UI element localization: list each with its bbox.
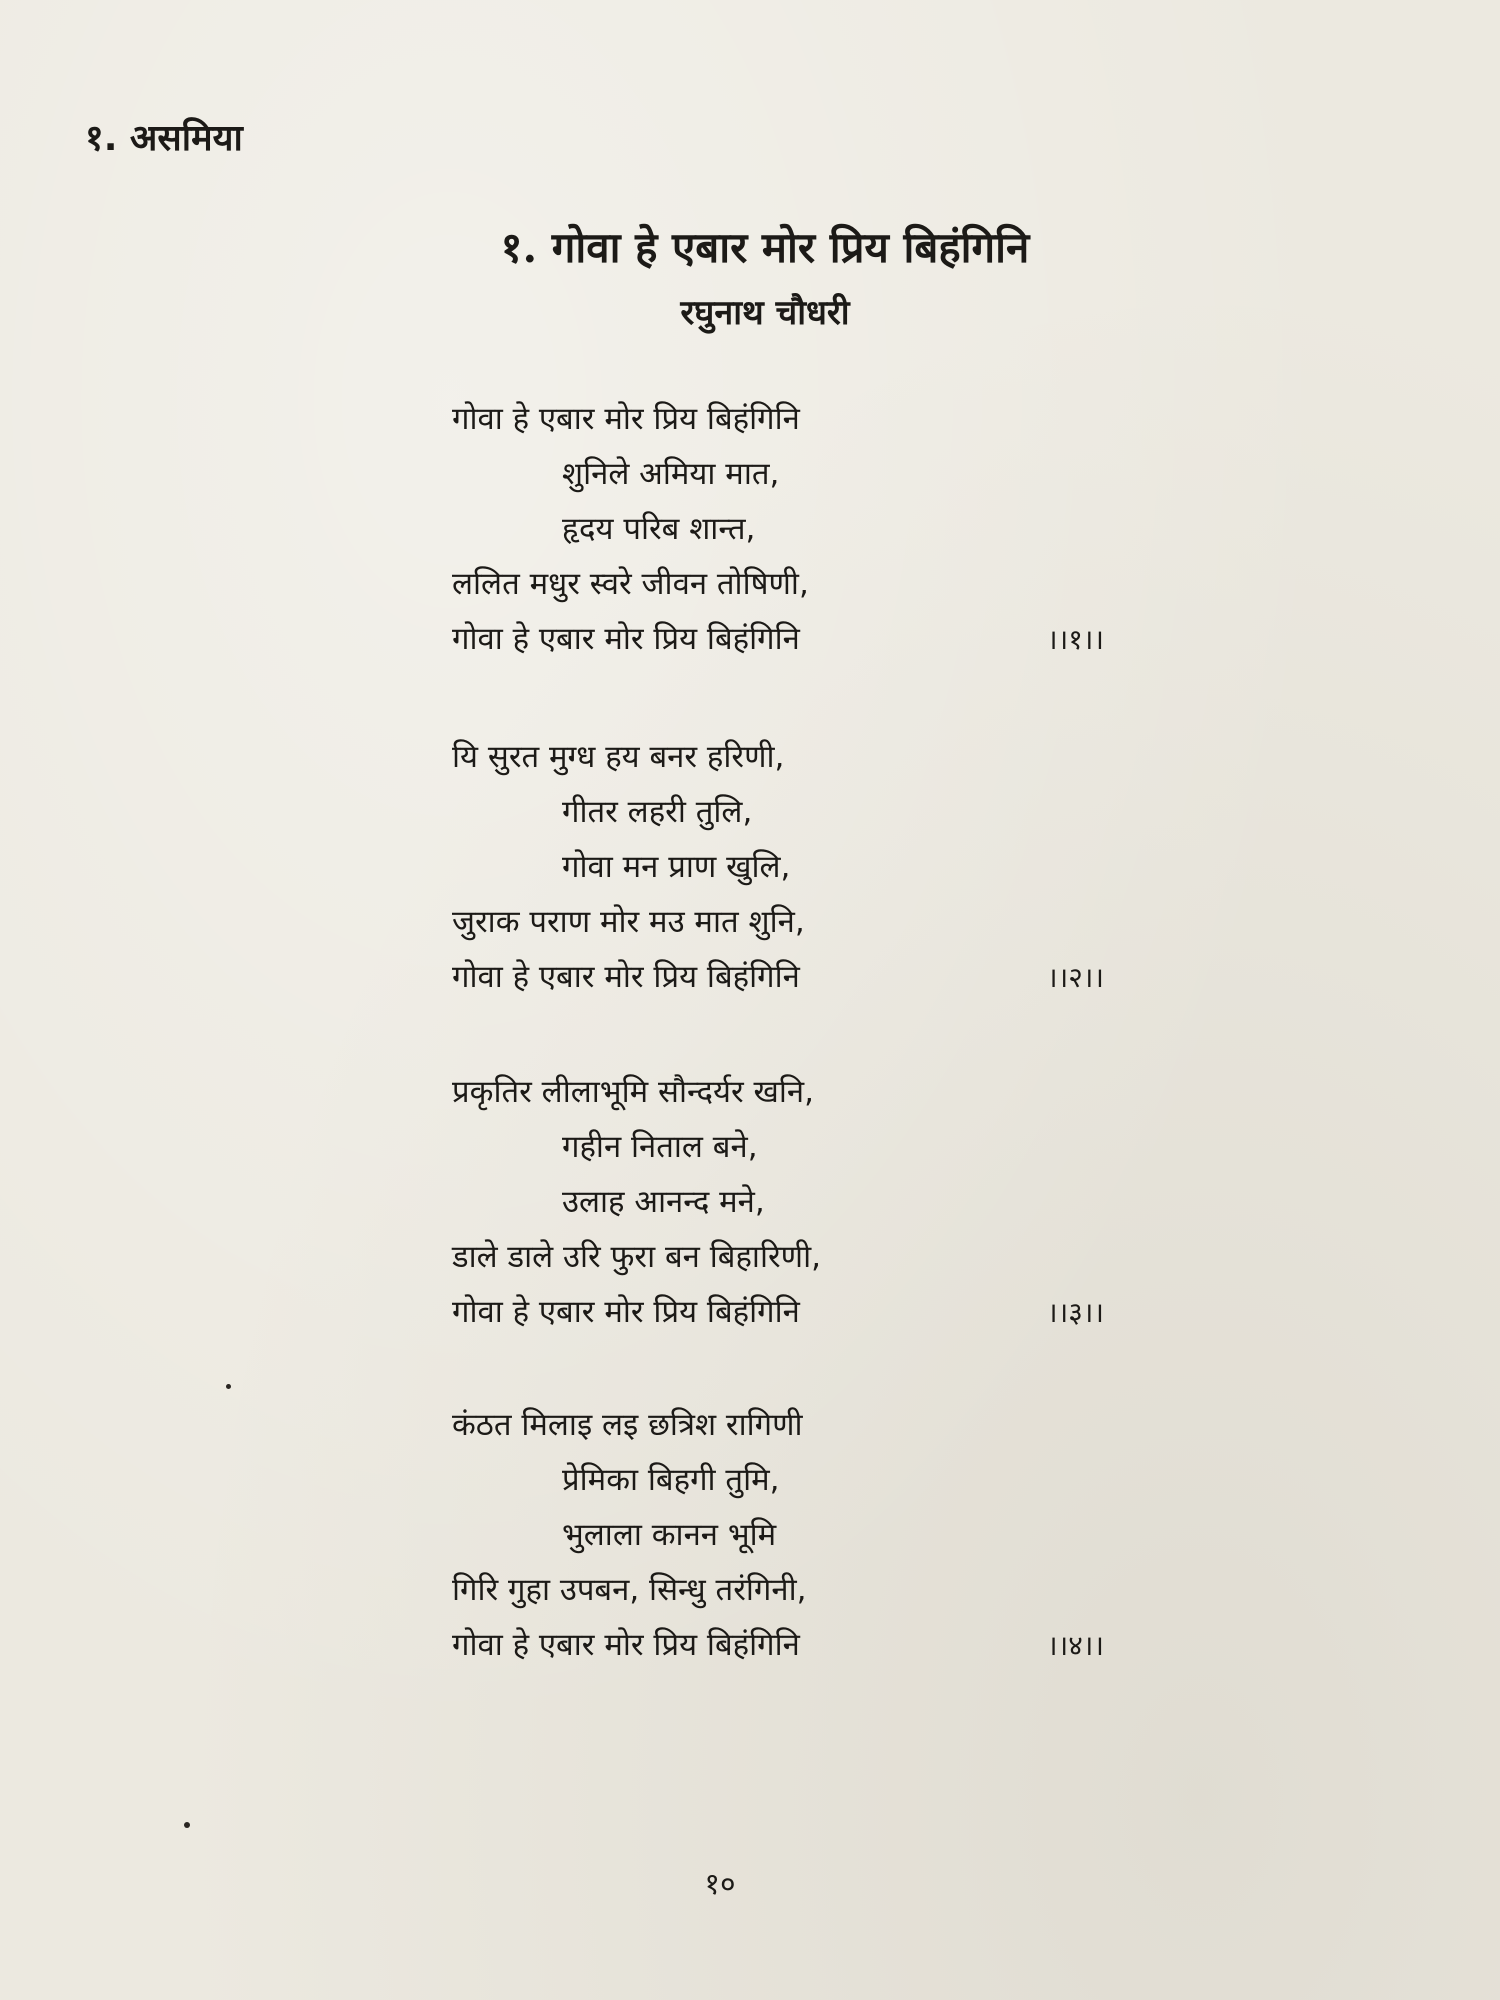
stanza-number: ।।२।। <box>1047 961 1105 994</box>
verse-line: हृदय परिब शान्त, <box>562 511 756 547</box>
stanza-2 <box>452 730 1152 1005</box>
verse-line-text: गोवा हे एबार मोर प्रिय बिहंगिनि <box>452 1627 800 1663</box>
poem-title: १. गोवा हे एबार मोर प्रिय बिहंगिनि <box>500 223 1030 272</box>
verse-line-text: गोवा हे एबार मोर प्रिय बिहंगिनि <box>452 959 800 995</box>
verse-line: गोवा मन प्राण खुलि, <box>562 849 791 885</box>
verse-line: गोवा हे एबार मोर प्रिय बिहंगिनि <box>452 401 800 437</box>
verse-line-text: गोवा हे एबार मोर प्रिय बिहंगिनि <box>452 621 800 657</box>
verse-line-refrain <box>452 612 1152 667</box>
verse-line: कंठत मिलाइ लइ छत्रिश रागिणी <box>452 1407 803 1443</box>
stanza-number: ।।३।। <box>1047 1296 1105 1329</box>
poem-author: रघुनाथ चौधरी <box>680 293 850 333</box>
verse-line: ललित मधुर स्वरे जीवन तोषिणी, <box>452 566 809 602</box>
stanza-4 <box>452 1398 1152 1673</box>
verse-line: भुलाला कानन भूमि <box>562 1517 777 1553</box>
verse-line: जुराक पराण मोर मउ मात शुनि, <box>452 904 805 940</box>
paper-speck <box>226 1384 231 1389</box>
verse-line-refrain <box>452 1618 1152 1673</box>
verse-line: शुनिले अमिया मात, <box>562 456 780 492</box>
verse-line-text: गोवा हे एबार मोर प्रिय बिहंगिनि <box>452 1294 800 1330</box>
page-number: १० <box>704 1867 736 1902</box>
verse-line: प्रकृतिर लीलाभूमि सौन्दर्यर खनि, <box>452 1074 814 1110</box>
verse-line: प्रेमिका बिहगी तुमि, <box>562 1462 780 1498</box>
stanza-3 <box>452 1065 1152 1340</box>
stanza-1 <box>452 392 1152 667</box>
verse-line: गिरि गुहा उपबन, सिन्धु तरंगिनी, <box>452 1572 807 1608</box>
verse-line-refrain <box>452 950 1152 1005</box>
stanza-number: ।।४।। <box>1047 1629 1105 1662</box>
verse-line: उलाह आनन्द मने, <box>562 1184 765 1220</box>
stanza-number: ।।१।। <box>1047 623 1105 656</box>
section-heading: १. असमिया <box>85 118 243 159</box>
verse-line: यि सुरत मुग्ध हय बनर हरिणी, <box>452 739 785 775</box>
verse-line: गीतर लहरी तुलि, <box>562 794 753 830</box>
verse-line: गहीन निताल बने, <box>562 1129 758 1165</box>
paper-speck <box>184 1822 190 1828</box>
verse-line-refrain <box>452 1285 1152 1340</box>
verse-line: डाले डाले उरि फुरा बन बिहारिणी, <box>452 1239 821 1275</box>
